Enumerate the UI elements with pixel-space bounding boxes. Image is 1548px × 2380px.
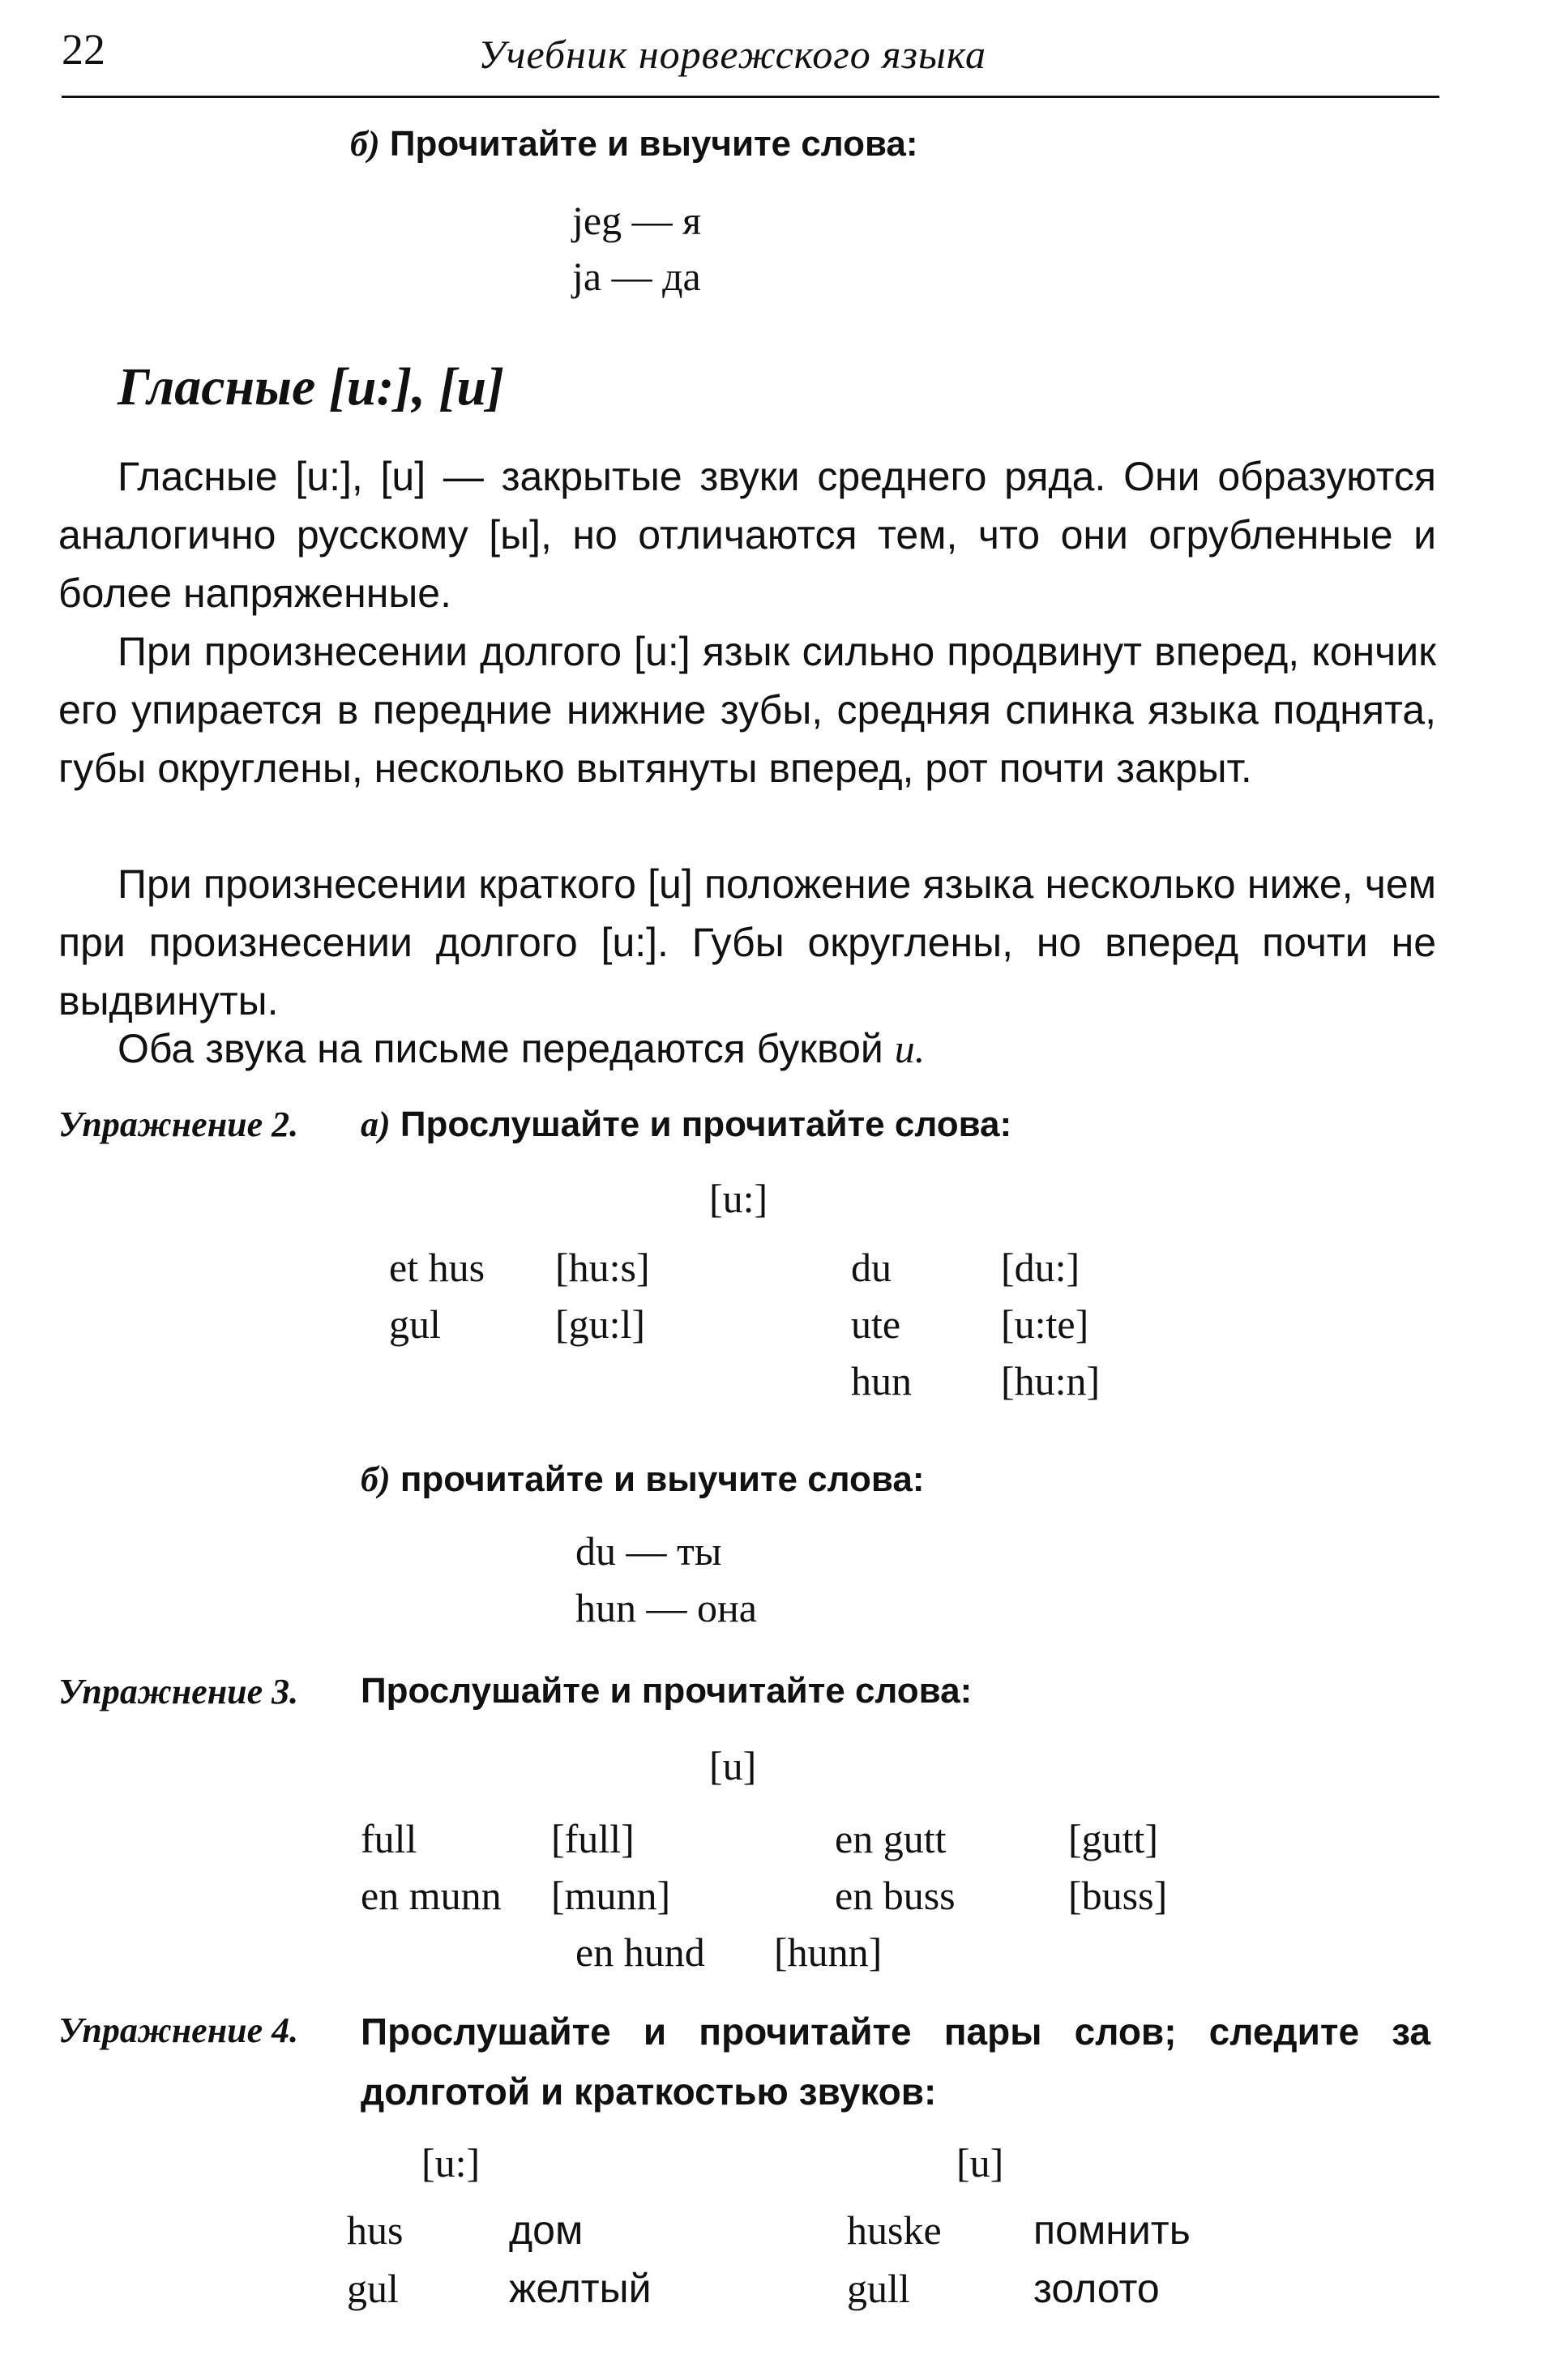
- ex4-short-translation: золото: [1033, 2266, 1160, 2311]
- task-letter: б): [350, 124, 380, 164]
- ex3-ipa: [buss]: [1068, 1873, 1168, 1918]
- ex2-word: gul: [389, 1301, 441, 1347]
- ex2-word: hun: [851, 1358, 912, 1404]
- ex2-word: du: [851, 1245, 892, 1290]
- vocab-item: hun — она: [575, 1585, 757, 1630]
- paragraph: При произнесении краткого [u] положение языка несколько ниже, чем при произнесении долгого [u:]. Губы округлены, но вперед почти не выдвинуты.: [58, 861, 1436, 1023]
- vocab-item: du — ты: [575, 1528, 722, 1574]
- ex2-ipa: [hu:s]: [555, 1245, 650, 1290]
- ex3-ipa: [munn]: [551, 1873, 671, 1918]
- ex4-short-word: gull: [847, 2266, 910, 2311]
- task-b-instruction: [350, 123, 918, 165]
- vocab-item: jeg — я: [572, 198, 702, 243]
- ex3-ipa: [gutt]: [1068, 1816, 1159, 1861]
- ex4-long-word: gul: [347, 2266, 399, 2311]
- ex4-long-word: hus: [347, 2207, 404, 2253]
- ex4-short-word: huske: [847, 2207, 942, 2253]
- task-text: прочитайте и выучите слова:: [400, 1459, 925, 1499]
- section-heading: Гласные [u:], [u]: [118, 357, 505, 417]
- ex3-word: en buss: [835, 1873, 956, 1918]
- ex3-word: en gutt: [835, 1816, 947, 1861]
- exercise-3-task: Прослушайте и прочитайте слова:: [361, 1671, 973, 1711]
- ex3-word: en hund: [575, 1929, 705, 1975]
- paragraph: При произнесении долгого [u:] язык сильно продвинут вперед, кончик его упирается в передние нижние зубы, средняя спинка языка поднята, губы округлены, несколько вытянуты вперед, рот почти закрыт.: [58, 629, 1436, 791]
- ex2-word: ute: [851, 1301, 901, 1347]
- task-text: Прочитайте и выучите слова:: [389, 124, 918, 164]
- task-letter: б): [361, 1459, 391, 1499]
- ex4-long-translation: дом: [509, 2207, 584, 2253]
- ex2-ipa: [hu:n]: [1001, 1358, 1101, 1404]
- ex4-long-translation: желтый: [509, 2266, 652, 2311]
- ex2-ipa: [u:te]: [1001, 1301, 1089, 1347]
- ex3-word: full: [361, 1816, 417, 1861]
- ex3-word: en munn: [361, 1873, 502, 1918]
- letter-u: u.: [894, 1026, 926, 1071]
- exercise-4-label: Упражнение 4.: [58, 2010, 299, 2050]
- ex2-ipa: [du:]: [1001, 1245, 1080, 1290]
- running-title: Учебник норвежского языка: [478, 32, 987, 77]
- exercise-2-task: [361, 1104, 1011, 1145]
- ex3-ipa: [full]: [551, 1816, 635, 1861]
- task-letter: а): [361, 1105, 391, 1144]
- header-rule: [62, 96, 1439, 98]
- paragraph-text: Оба звука на письме передаются буквой: [118, 1026, 883, 1071]
- exercise-2b-task: [361, 1459, 925, 1500]
- ex4-short-header: [u]: [956, 2140, 1004, 2186]
- ex3-ipa: [hunn]: [774, 1929, 883, 1975]
- ex4-short-translation: помнить: [1033, 2207, 1191, 2253]
- page-number: 22: [62, 25, 105, 74]
- exercise-4-task: Прослушайте и прочитайте пары слов; следите за долготой и краткостью звуков:: [361, 2010, 1430, 2113]
- ex2-word: et hus: [389, 1245, 485, 1290]
- ex2-ipa: [gu:l]: [555, 1301, 646, 1347]
- paragraph: Гласные [u:], [u] — закрытые звуки среднего ряда. Они образуются аналогично русскому [ы], но отличаются тем, что они огрубленные и более напряженные.: [58, 454, 1436, 616]
- exercise-2-label: Упражнение 2.: [58, 1105, 299, 1144]
- vocab-item: ja — да: [572, 254, 701, 299]
- ex2-column-header: [u:]: [709, 1176, 768, 1221]
- exercise-3-label: Упражнение 3.: [58, 1672, 299, 1711]
- paragraph: [58, 1019, 1436, 1078]
- ex3-column-header: [u]: [709, 1743, 757, 1788]
- task-text: Прослушайте и прочитайте слова:: [400, 1105, 1012, 1144]
- ex4-long-header: [u:]: [421, 2140, 481, 2186]
